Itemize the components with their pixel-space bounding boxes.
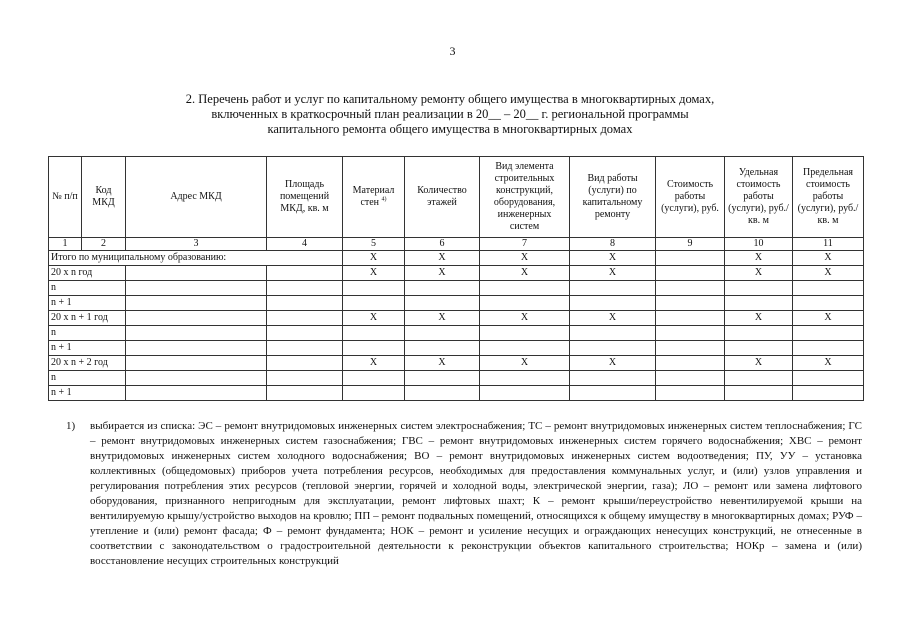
row-label: n + 1 <box>49 296 126 311</box>
empty-cell <box>656 326 725 341</box>
empty-cell <box>656 251 725 266</box>
empty-cell <box>405 341 480 356</box>
table-row <box>49 311 864 326</box>
total-row <box>49 251 864 266</box>
empty-cell <box>480 296 570 311</box>
mark-cell: X <box>793 311 864 326</box>
empty-cell <box>267 311 343 326</box>
empty-cell <box>656 311 725 326</box>
mark-cell: X <box>570 311 656 326</box>
empty-cell <box>126 281 267 296</box>
column-number: 7 <box>480 238 570 251</box>
title-line: 2. Перечень работ и услуг по капитальному ремонту общего имущества в многоквартирных домах, <box>185 92 715 106</box>
mark-cell: X <box>793 356 864 371</box>
empty-cell <box>725 386 793 401</box>
empty-cell <box>267 326 343 341</box>
mark-cell: X <box>405 311 480 326</box>
empty-cell <box>480 326 570 341</box>
title-line: капитального ремонта общего имущества в многоквартирных домах <box>267 122 633 136</box>
column-number: 1 <box>49 238 82 251</box>
header-cell: Количество этажей <box>405 157 480 238</box>
empty-cell <box>405 296 480 311</box>
header-cell: Адрес МКД <box>126 157 267 238</box>
empty-cell <box>656 386 725 401</box>
mark-cell: X <box>725 251 793 266</box>
column-number-row <box>49 238 864 251</box>
mark-cell: X <box>570 356 656 371</box>
mark-cell: X <box>343 266 405 281</box>
empty-cell <box>126 266 267 281</box>
empty-cell <box>793 341 864 356</box>
empty-cell <box>656 371 725 386</box>
column-number: 3 <box>126 238 267 251</box>
empty-cell <box>725 326 793 341</box>
header-cell: Удельная стоимость работы (услуги), руб./кв. м <box>725 157 793 238</box>
mark-cell: X <box>480 266 570 281</box>
empty-cell <box>480 371 570 386</box>
empty-cell <box>793 386 864 401</box>
empty-cell <box>480 281 570 296</box>
empty-cell <box>267 341 343 356</box>
empty-cell <box>570 296 656 311</box>
title-line: включенных в краткосрочный план реализации в 20__ – 20__ г. региональной программы <box>211 107 689 121</box>
empty-cell <box>343 341 405 356</box>
empty-cell <box>126 311 267 326</box>
empty-cell <box>793 371 864 386</box>
empty-cell <box>405 326 480 341</box>
column-number: 4 <box>267 238 343 251</box>
empty-cell <box>570 281 656 296</box>
header-row <box>49 157 864 238</box>
mark-cell: X <box>480 251 570 266</box>
mark-cell: X <box>405 251 480 266</box>
empty-cell <box>793 326 864 341</box>
footnote-reference: 4) <box>381 196 387 203</box>
table-row <box>49 371 864 386</box>
empty-cell <box>656 296 725 311</box>
empty-cell <box>405 281 480 296</box>
empty-cell <box>126 296 267 311</box>
empty-cell <box>126 386 267 401</box>
empty-cell <box>126 356 267 371</box>
row-label: n + 1 <box>49 386 126 401</box>
footnote-text: выбирается из списка: ЭС – ремонт внутридомовых инженерных систем электроснабжения; ТС – ремонт внутридомовых инженерных систем теплоснабжения; ГС – ремонт внутридомовых инженерных систем газоснабжения; ГВС – ремонт внутридомовых инженерных систем горячего водоснабжения; ХВС – ремонт внутридомовых инженерных систем холодного водоснабжения; ВО – ремонт внутридомовых инженерных систем водоотведения; ПУ, УУ – установка коллективных (общедомовых) приборов учета потребления ресурсов, необходимых для предоставления коммунальных услуг, и (или) узлов управления и регулирования потребления этих ресурсов (тепловой энергии, горячей и холодной воды, электрической энергии, газа); ЛО – ремонт или замена лифтового оборудования, признанного непригодным для эксплуатации, ремонт лифтовых шахт; К – ремонт крыши/переустройство невентилируемой крыши на вентилируемую крышу/устройство выходов на кровлю; ПП – ремонт подвальных помещений, относящихся к общему имуществу в многоквартирных домах; РУФ – утепление и (или) ремонт фасада; Ф – ремонт фундамента; НОК – ремонт и усиление несущих и ограждающих ненесущих конструкций, не отнесенные в соответствии с законодательством о градостроительной деятельности к реконструкции объектов капитального строительства; НОКр – замена и (или) восстановление несущих строительных конструкций <box>90 420 862 567</box>
header-cell-text: Материал стен <box>352 185 395 208</box>
table-row <box>49 356 864 371</box>
empty-cell <box>343 281 405 296</box>
header-cell: Код МКД <box>82 157 126 238</box>
empty-cell <box>656 281 725 296</box>
mark-cell: X <box>343 356 405 371</box>
empty-cell <box>343 326 405 341</box>
row-label: n <box>49 281 126 296</box>
mark-cell: X <box>725 266 793 281</box>
column-number: 10 <box>725 238 793 251</box>
row-label: 20 x n + 2 год <box>49 356 126 371</box>
row-label: n <box>49 326 126 341</box>
header-cell: Предельная стоимость работы (услуги), руб./кв. м <box>793 157 864 238</box>
column-number: 5 <box>343 238 405 251</box>
empty-cell <box>793 296 864 311</box>
mark-cell: X <box>480 356 570 371</box>
header-cell: Стоимость работы (услуги), руб. <box>656 157 725 238</box>
empty-cell <box>405 371 480 386</box>
empty-cell <box>343 386 405 401</box>
table-row <box>49 266 864 281</box>
empty-cell <box>656 266 725 281</box>
empty-cell <box>656 341 725 356</box>
document-title <box>100 92 800 137</box>
empty-cell <box>480 341 570 356</box>
table-row <box>49 296 864 311</box>
row-label: n <box>49 371 126 386</box>
empty-cell <box>570 371 656 386</box>
header-cell <box>343 157 405 238</box>
empty-cell <box>725 281 793 296</box>
works-table <box>48 156 864 401</box>
empty-cell <box>570 341 656 356</box>
empty-cell <box>343 371 405 386</box>
mark-cell: X <box>793 251 864 266</box>
footnote <box>66 419 862 569</box>
column-number: 9 <box>656 238 725 251</box>
table-row <box>49 386 864 401</box>
empty-cell <box>570 326 656 341</box>
mark-cell: X <box>725 356 793 371</box>
empty-cell <box>267 371 343 386</box>
mark-cell: X <box>405 266 480 281</box>
empty-cell <box>267 356 343 371</box>
empty-cell <box>126 326 267 341</box>
empty-cell <box>126 341 267 356</box>
empty-cell <box>405 386 480 401</box>
table-row <box>49 281 864 296</box>
empty-cell <box>267 281 343 296</box>
header-cell: Вид работы (услуги) по капитальному ремонту <box>570 157 656 238</box>
empty-cell <box>267 386 343 401</box>
page-number: 3 <box>449 44 456 58</box>
row-label: 20 x n год <box>49 266 126 281</box>
empty-cell <box>480 386 570 401</box>
mark-cell: X <box>343 311 405 326</box>
empty-cell <box>126 371 267 386</box>
mark-cell: X <box>793 266 864 281</box>
total-row-label: Итого по муниципальному образованию: <box>49 251 343 266</box>
empty-cell <box>343 296 405 311</box>
mark-cell: X <box>570 266 656 281</box>
column-number: 11 <box>793 238 864 251</box>
row-label: 20 x n + 1 год <box>49 311 126 326</box>
header-cell: Вид элемента строительных конструкций, оборудования, инженерных систем <box>480 157 570 238</box>
empty-cell <box>570 386 656 401</box>
empty-cell <box>725 371 793 386</box>
empty-cell <box>267 296 343 311</box>
mark-cell: X <box>570 251 656 266</box>
mark-cell: X <box>725 311 793 326</box>
mark-cell: X <box>343 251 405 266</box>
mark-cell: X <box>405 356 480 371</box>
header-cell: № п/п <box>49 157 82 238</box>
empty-cell <box>793 281 864 296</box>
empty-cell <box>725 341 793 356</box>
table-row <box>49 326 864 341</box>
column-number: 2 <box>82 238 126 251</box>
row-label: n + 1 <box>49 341 126 356</box>
mark-cell: X <box>480 311 570 326</box>
header-cell: Площадь помещений МКД, кв. м <box>267 157 343 238</box>
empty-cell <box>725 296 793 311</box>
footnote-marker: 1) <box>66 420 76 432</box>
column-number: 8 <box>570 238 656 251</box>
empty-cell <box>656 356 725 371</box>
column-number: 6 <box>405 238 480 251</box>
empty-cell <box>267 266 343 281</box>
table-row <box>49 341 864 356</box>
